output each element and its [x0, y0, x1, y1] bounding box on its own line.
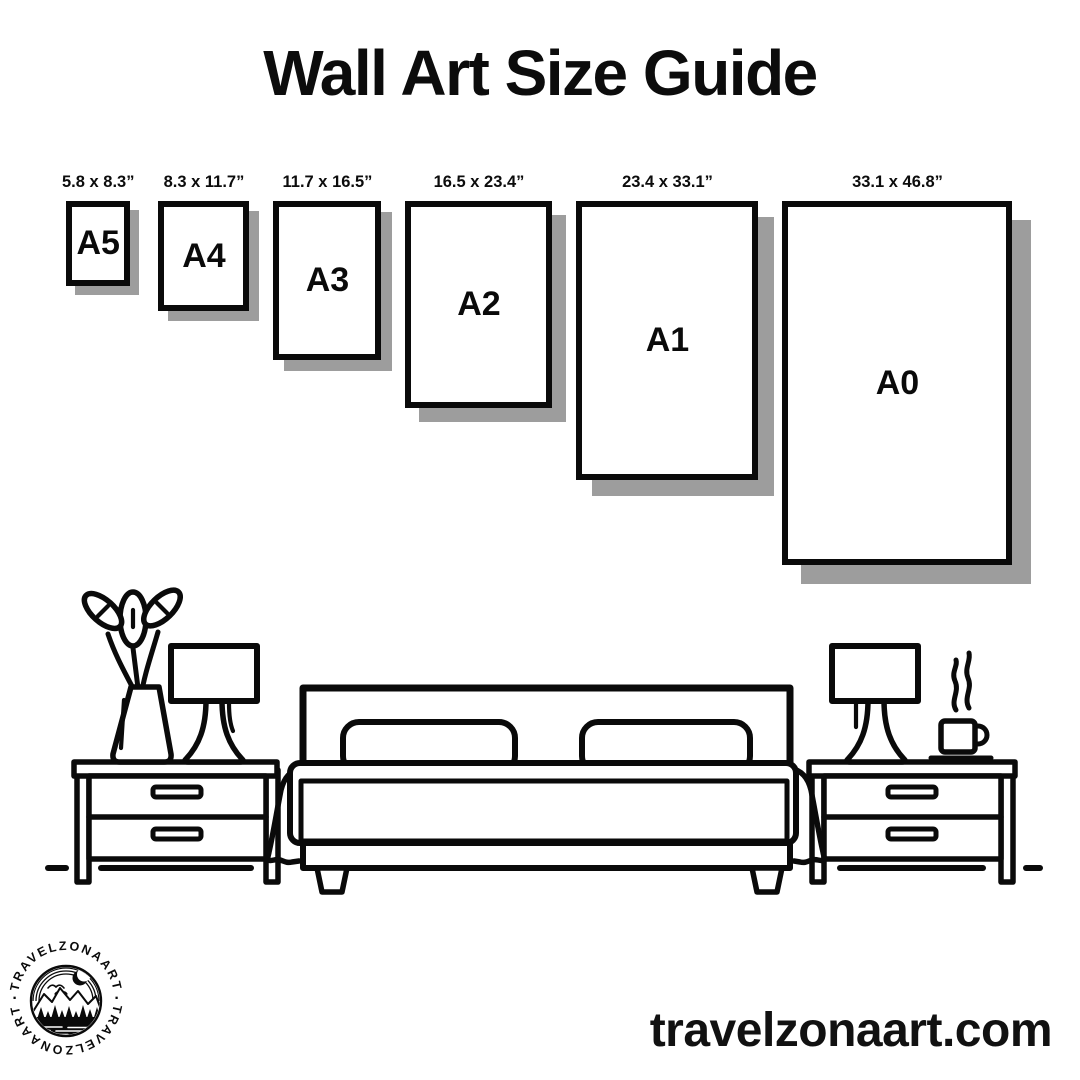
steam — [954, 660, 957, 710]
bed-leg — [752, 868, 782, 892]
bed-frame — [303, 843, 790, 868]
drawer-handle — [153, 787, 201, 797]
poster-frame-a4 — [158, 201, 249, 311]
blanket-edge-right — [789, 768, 824, 862]
lamp-base — [847, 700, 905, 762]
duvet — [301, 781, 787, 841]
size-code-label: A1 — [645, 321, 690, 359]
size-code-label: A3 — [305, 261, 350, 299]
poster-frame-a2 — [405, 201, 552, 408]
size-item-a1 — [576, 173, 758, 480]
logo-separator-dot: · — [114, 990, 120, 1007]
size-item-a2 — [405, 173, 552, 408]
size-code-label: A2 — [457, 285, 501, 323]
size-code-label: A5 — [76, 224, 120, 262]
logo-separator-dot: · — [12, 990, 18, 1007]
lamp-base — [185, 700, 243, 762]
poster-frame-a3 — [273, 201, 381, 360]
vase — [113, 687, 171, 762]
blanket-edge-left — [268, 768, 303, 862]
plant-vase — [79, 584, 187, 762]
nightstand-left — [74, 762, 278, 882]
table-lamp-left — [171, 646, 257, 762]
size-dimensions-label: 33.1 x 46.8” — [852, 173, 943, 191]
poster-frame-a0 — [782, 201, 1012, 565]
size-frames-row — [62, 173, 1012, 565]
drawer-handle — [888, 787, 936, 797]
leaf — [79, 587, 128, 634]
leaf — [120, 592, 146, 646]
bed-leg — [317, 868, 347, 892]
size-dimensions-label: 5.8 x 8.3” — [62, 173, 135, 191]
headboard — [303, 688, 790, 766]
size-dimensions-label: 16.5 x 23.4” — [433, 173, 525, 191]
brand-logo — [4, 936, 128, 1060]
nightstand-right — [809, 762, 1015, 882]
cup-handle — [975, 726, 987, 744]
size-item-a0 — [782, 173, 1012, 565]
mattress — [290, 763, 796, 843]
size-code-label: A4 — [182, 236, 226, 275]
size-item-a3 — [273, 173, 381, 360]
logo-ring-text-top: TRAVELZONAART — [7, 938, 125, 993]
page-title: Wall Art Size Guide — [263, 37, 817, 109]
size-code-label: A0 — [875, 363, 920, 402]
lamp-shade — [832, 646, 918, 701]
size-dimensions-label: 8.3 x 11.7” — [163, 173, 245, 191]
table-lamp-right — [832, 646, 918, 762]
drawer-handle — [888, 829, 936, 839]
poster-frame-a5 — [66, 201, 130, 286]
bed — [268, 688, 825, 892]
pillow-left — [343, 722, 515, 772]
size-dimensions-label: 23.4 x 33.1” — [622, 173, 713, 191]
size-item-a5 — [62, 173, 134, 286]
pillow-right — [582, 722, 750, 772]
drawer-handle — [153, 829, 201, 839]
size-item-a4 — [158, 173, 249, 311]
logo-ring-text-bottom: TRAVELZONAART — [7, 1003, 125, 1058]
steam — [967, 653, 970, 708]
coffee-cup — [931, 653, 991, 758]
size-dimensions-label: 11.7 x 16.5” — [282, 173, 373, 191]
leaf — [138, 584, 186, 632]
poster-frame-a1 — [576, 201, 758, 480]
website-url: travelzonaart.com — [649, 1004, 1052, 1057]
lamp-shade — [171, 646, 257, 701]
